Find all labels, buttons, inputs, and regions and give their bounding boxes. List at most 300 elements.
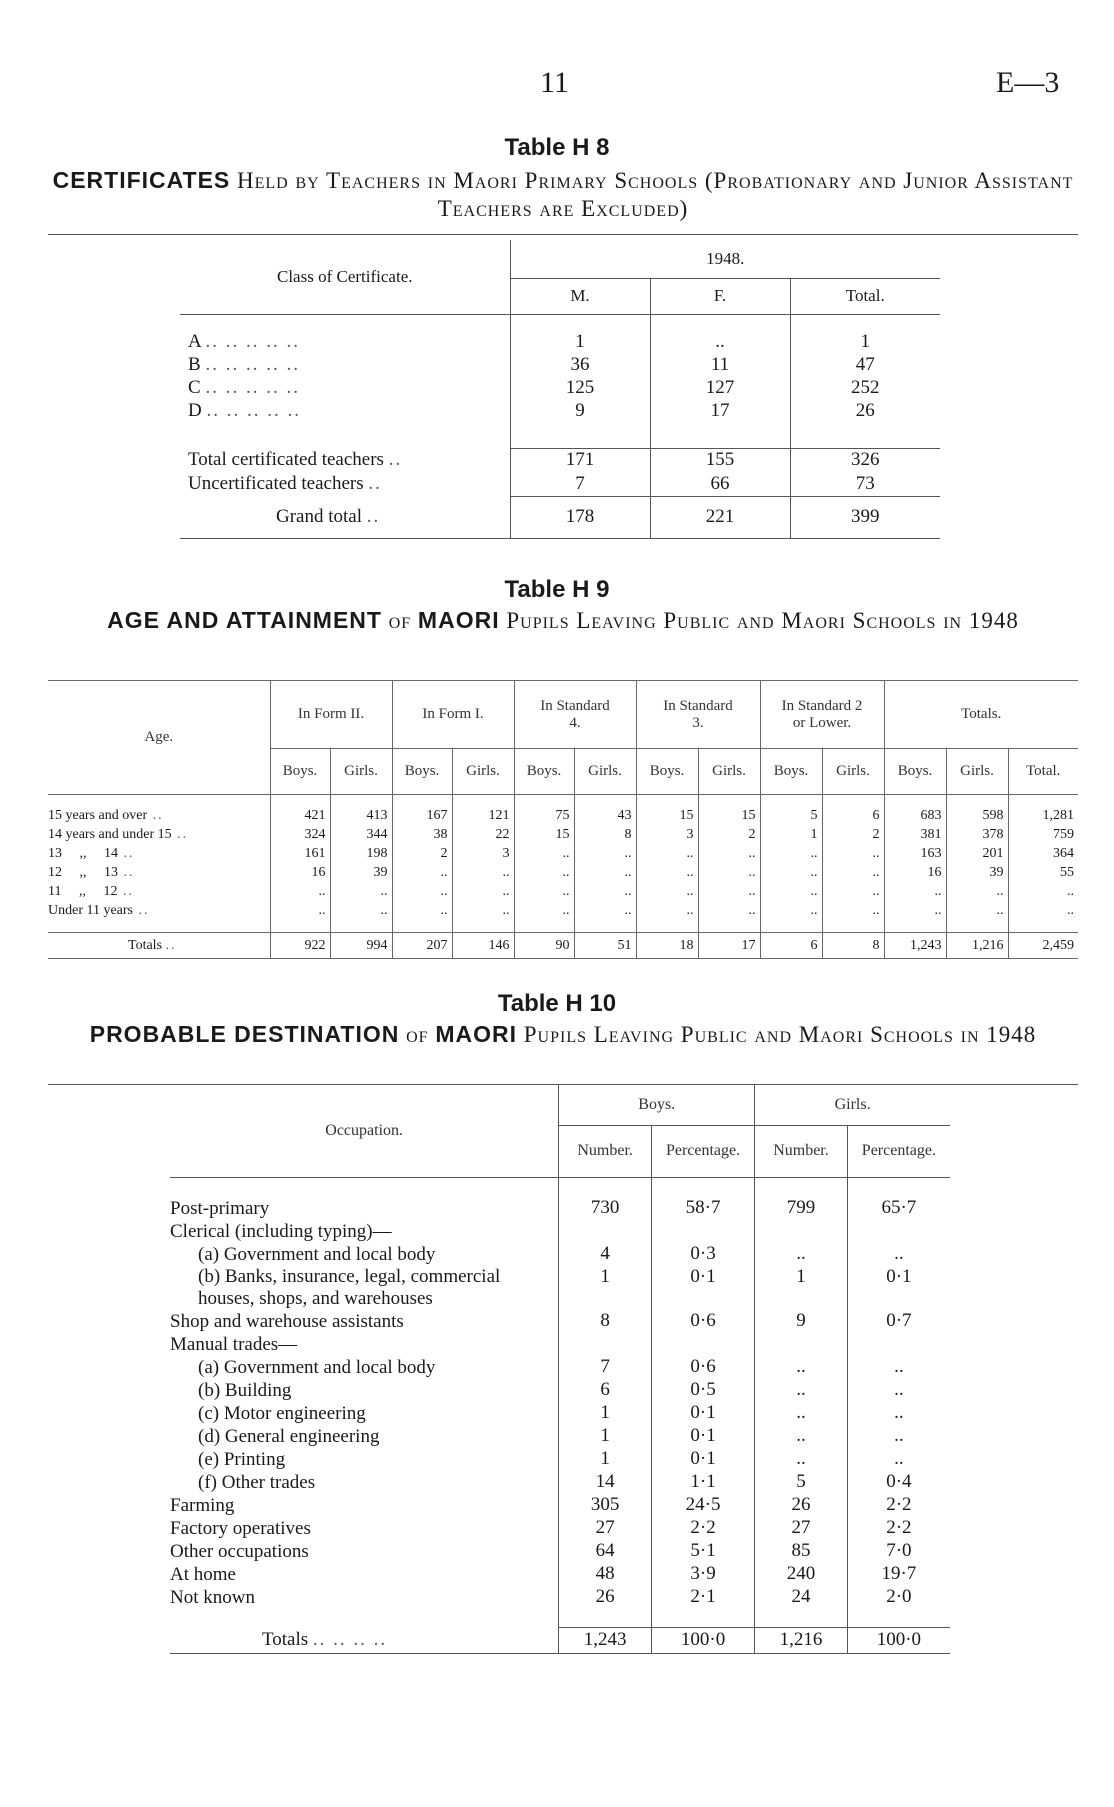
cell-girls-percentage: 2·0: [847, 1586, 950, 1609]
cell-boys-percentage: 0·5: [651, 1379, 754, 1402]
row-label: Not known: [170, 1586, 255, 1608]
col-header-girls: Girls.: [574, 749, 636, 795]
cell-girls-number: 9: [755, 1310, 848, 1333]
table-row: [170, 1197, 950, 1220]
cell-boys-number: 26: [559, 1586, 652, 1609]
cell-boys-percentage: 0·1: [651, 1425, 754, 1448]
cell-girls-number: 85: [755, 1540, 848, 1563]
cell: ..: [822, 902, 884, 921]
table-row: 12 ,, 13 .. 16 39 .. .. .. .. .. .. .. .. 16 39 55: [48, 864, 1078, 883]
cell: ..: [760, 883, 822, 902]
table-row: [170, 1379, 950, 1402]
table-h8: [180, 240, 940, 539]
cell: 3: [636, 826, 698, 845]
table-row-totals: Totals .. .. .. .. 1,243 100·0 1,216 100·0: [170, 1627, 950, 1653]
cell: 39: [946, 864, 1008, 883]
cell: ..: [698, 864, 760, 883]
cell: 90: [514, 933, 574, 959]
table-h9-subtitle: [48, 606, 1078, 635]
page-reference: E—3: [996, 66, 1060, 99]
cell-girls-number: 799: [755, 1197, 848, 1220]
col-header-girls: Girls.: [330, 749, 392, 795]
cell: 421: [270, 807, 330, 826]
table-h10: [170, 1085, 950, 1654]
cell: 683: [884, 807, 946, 826]
table-h9-label: Table H 9: [504, 576, 610, 603]
cell-boys-number: 14: [559, 1471, 652, 1494]
cell: ..: [330, 883, 392, 902]
cell-f: 11: [650, 353, 790, 376]
cell: 1,216: [946, 933, 1008, 959]
cell: ..: [760, 902, 822, 921]
table-h10-subtitle-b: of: [406, 1022, 429, 1047]
cell-total: 326: [790, 448, 940, 472]
cell: ..: [636, 902, 698, 921]
cell-girls-percentage: ..: [847, 1425, 950, 1448]
table-h9: [48, 680, 1078, 959]
table-h8-subtitle-rest: Held by Teachers in Maori Primary Schools (Probationary and Junior Assistant Teachers are Excluded): [237, 168, 1074, 221]
cell: ..: [514, 845, 574, 864]
cell-boys-percentage: 5·1: [651, 1540, 754, 1563]
cell-boys-percentage: [651, 1220, 754, 1243]
cell: ..: [884, 883, 946, 902]
cell-girls-number: 27: [755, 1517, 848, 1540]
cell: 15: [698, 807, 760, 826]
cell-girls-number: ..: [755, 1243, 848, 1266]
cell-girls-percentage: 2·2: [847, 1517, 950, 1540]
cell: 1,281: [1008, 807, 1078, 826]
cell: 994: [330, 933, 392, 959]
cell: ..: [636, 883, 698, 902]
cell: ..: [330, 902, 392, 921]
cell-boys-number: 48: [559, 1563, 652, 1586]
cell-girls-percentage: 19·7: [847, 1563, 950, 1586]
table-row: [170, 1494, 950, 1517]
cell: 18: [636, 933, 698, 959]
row-label: 11 ,, 12: [48, 884, 118, 899]
cell-boys-number: 1,243: [559, 1627, 652, 1653]
cell: ..: [514, 902, 574, 921]
cell-girls-percentage: ..: [847, 1379, 950, 1402]
cell-girls-percentage: 0·1: [847, 1266, 950, 1310]
table-row: [170, 1356, 950, 1379]
cell-girls-percentage: ..: [847, 1243, 950, 1266]
table-row: Grand total .. 178 221 399: [180, 496, 940, 538]
row-label: 14 years and under 15: [48, 827, 172, 842]
row-label: Farming: [170, 1494, 235, 1516]
table-h10-subtitle-c: MAORI: [435, 1021, 517, 1047]
cell: ..: [270, 883, 330, 902]
cell-girls-percentage: 65·7: [847, 1197, 950, 1220]
table-row: 14 years and under 15 .. 324 344 38 22 15 8 3 2 1 2 381 378 759: [48, 826, 1078, 845]
cell: ..: [270, 902, 330, 921]
cell-boys-percentage: 2·2: [651, 1517, 754, 1540]
row-label: Clerical (including typing)—: [170, 1220, 392, 1242]
cell: 381: [884, 826, 946, 845]
table-row: 15 years and over .. 421 413 167 121 75 43 15 15 5 6 683 598 1,281: [48, 807, 1078, 826]
cell: 6: [822, 807, 884, 826]
table-row: C .. .. .. .. .. 125 127 252: [180, 376, 940, 399]
cell-girls-number: 26: [755, 1494, 848, 1517]
row-label: 15 years and over: [48, 808, 148, 823]
cell-total: 26: [790, 399, 940, 422]
cell-girls-percentage: [847, 1220, 950, 1243]
cell: 16: [884, 864, 946, 883]
cell: ..: [452, 864, 514, 883]
col-header-age: Age.: [48, 681, 270, 795]
table-row: 11 ,, 12 .. .. .. .. .. .. .. .. .. .. .. .. .. ..: [48, 883, 1078, 902]
cell: 43: [574, 807, 636, 826]
cell: 598: [946, 807, 1008, 826]
cell-girls-number: ..: [755, 1379, 848, 1402]
cell-girls-percentage: 2·2: [847, 1494, 950, 1517]
cell-m: 171: [510, 448, 650, 472]
row-label: Factory operatives: [170, 1517, 311, 1539]
cell-total: 1: [790, 330, 940, 353]
cell: ..: [698, 845, 760, 864]
cell-boys-number: 1: [559, 1425, 652, 1448]
cell: 2: [698, 826, 760, 845]
cell-girls-number: ..: [755, 1448, 848, 1471]
cell: 146: [452, 933, 514, 959]
cell: ..: [574, 864, 636, 883]
row-label: Totals: [128, 937, 163, 953]
table-row: [170, 1517, 950, 1540]
table-h8-subtitle-lead: CERTIFICATES: [52, 167, 231, 193]
cell: ..: [760, 845, 822, 864]
row-label: D: [188, 399, 202, 421]
cell: 8: [574, 826, 636, 845]
cell-boys-number: 64: [559, 1540, 652, 1563]
row-label: B: [188, 353, 201, 375]
cell-boys-percentage: 100·0: [651, 1627, 754, 1653]
col-header-group: In Standard 2 or Lower.: [760, 681, 884, 749]
col-header-girls: Girls.: [946, 749, 1008, 795]
col-header-boys: Boys.: [559, 1085, 755, 1125]
cell: 167: [392, 807, 452, 826]
cell-boys-number: 1: [559, 1448, 652, 1471]
col-header-percentage: Percentage.: [847, 1125, 950, 1177]
table-row: [170, 1333, 950, 1356]
cell-f: 127: [650, 376, 790, 399]
cell: 6: [760, 933, 822, 959]
cell-m: 125: [510, 376, 650, 399]
cell: 413: [330, 807, 392, 826]
col-header-m: M.: [510, 278, 650, 314]
table-row: A .. .. .. .. .. 1 .. 1: [180, 330, 940, 353]
cell-boys-percentage: 0·1: [651, 1402, 754, 1425]
cell-m: 178: [510, 496, 650, 538]
cell: ..: [698, 902, 760, 921]
cell-boys-number: 27: [559, 1517, 652, 1540]
col-header-boys: Boys.: [884, 749, 946, 795]
cell-girls-percentage: ..: [847, 1448, 950, 1471]
cell: 39: [330, 864, 392, 883]
col-header-group: Totals.: [884, 681, 1078, 749]
cell-boys-number: 730: [559, 1197, 652, 1220]
row-label: (a) Government and local body: [198, 1356, 436, 1378]
row-label: 13 ,, 14: [48, 846, 118, 861]
table-h8-subtitle: [48, 166, 1078, 223]
cell-boys-percentage: 58·7: [651, 1197, 754, 1220]
cell-m: 1: [510, 330, 650, 353]
cell: 2,459: [1008, 933, 1078, 959]
cell-m: 9: [510, 399, 650, 422]
cell: 759: [1008, 826, 1078, 845]
col-header-number: Number.: [755, 1125, 848, 1177]
cell-girls-number: ..: [755, 1402, 848, 1425]
table-h10-subtitle-d: Pupils Leaving Public and Maori Schools in 1948: [523, 1022, 1037, 1047]
cell-boys-number: [559, 1220, 652, 1243]
cell: 324: [270, 826, 330, 845]
cell: 2: [822, 826, 884, 845]
table-h9-subtitle-b: of: [388, 608, 412, 633]
cell: ..: [760, 864, 822, 883]
table-h8-label: Table H 8: [504, 134, 610, 161]
cell: 55: [1008, 864, 1078, 883]
table-h9-subtitle-d: Pupils Leaving Public and Maori Schools in 1948: [506, 608, 1019, 633]
cell: 15: [514, 826, 574, 845]
cell: 8: [822, 933, 884, 959]
cell-boys-number: 4: [559, 1243, 652, 1266]
cell-boys-percentage: 3·9: [651, 1563, 754, 1586]
cell-girls-number: [755, 1220, 848, 1243]
col-header-total: Total.: [1008, 749, 1078, 795]
cell-boys-percentage: 1·1: [651, 1471, 754, 1494]
cell-girls-percentage: 0·7: [847, 1310, 950, 1333]
cell: 922: [270, 933, 330, 959]
cell: 3: [452, 845, 514, 864]
col-header-boys: Boys.: [392, 749, 452, 795]
cell: ..: [698, 883, 760, 902]
row-label: (b) Banks, insurance, legal, commercial houses, shops, and warehouses: [198, 1266, 501, 1309]
cell-boys-number: 1: [559, 1402, 652, 1425]
cell-boys-percentage: 0·6: [651, 1356, 754, 1379]
cell-boys-percentage: 0·1: [651, 1448, 754, 1471]
row-label: Shop and warehouse assistants: [170, 1310, 404, 1332]
col-header-class: Class of Certificate.: [180, 240, 510, 314]
cell: 163: [884, 845, 946, 864]
cell: ..: [822, 864, 884, 883]
cell-total: 252: [790, 376, 940, 399]
row-label: 12 ,, 13: [48, 865, 118, 880]
cell-girls-number: 24: [755, 1586, 848, 1609]
row-label: (d) General engineering: [198, 1425, 380, 1447]
cell: ..: [636, 845, 698, 864]
cell-boys-number: [559, 1333, 652, 1356]
cell-girls-number: 5: [755, 1471, 848, 1494]
cell-girls-number: ..: [755, 1356, 848, 1379]
cell: ..: [822, 845, 884, 864]
cell-f: 17: [650, 399, 790, 422]
table-row: [170, 1586, 950, 1609]
cell: 75: [514, 807, 574, 826]
cell-boys-percentage: 0·6: [651, 1310, 754, 1333]
col-header-boys: Boys.: [270, 749, 330, 795]
row-label: (a) Government and local body: [198, 1243, 436, 1265]
col-header-group: In Form II.: [270, 681, 392, 749]
col-header-number: Number.: [559, 1125, 652, 1177]
cell-f: 155: [650, 448, 790, 472]
col-header-f: F.: [650, 278, 790, 314]
row-label: (c) Motor engineering: [198, 1402, 366, 1424]
cell: ..: [574, 845, 636, 864]
table-row: B .. .. .. .. .. 36 11 47: [180, 353, 940, 376]
row-label: Totals: [262, 1628, 309, 1650]
cell-m: 36: [510, 353, 650, 376]
cell: 22: [452, 826, 514, 845]
cell-f: 66: [650, 472, 790, 496]
cell-boys-percentage: 0·3: [651, 1243, 754, 1266]
page-number: 11: [540, 66, 569, 99]
cell: 161: [270, 845, 330, 864]
cell: 15: [636, 807, 698, 826]
row-label: (e) Printing: [198, 1448, 286, 1470]
cell-girls-number: [755, 1333, 848, 1356]
table-row: Under 11 years .. .. .. .. .. .. .. .. .. .. .. .. .. ..: [48, 902, 1078, 921]
table-row: D .. .. .. .. .. 9 17 26: [180, 399, 940, 422]
cell-f: ..: [650, 330, 790, 353]
cell: ..: [822, 883, 884, 902]
cell: 16: [270, 864, 330, 883]
cell-girls-number: ..: [755, 1425, 848, 1448]
col-header-percentage: Percentage.: [651, 1125, 754, 1177]
table-h10-subtitle: [48, 1020, 1078, 1049]
col-header-boys: Boys.: [760, 749, 822, 795]
table-row: [170, 1402, 950, 1425]
cell-boys-number: 8: [559, 1310, 652, 1333]
cell-girls-percentage: [847, 1333, 950, 1356]
cell: ..: [884, 902, 946, 921]
cell-boys-number: 7: [559, 1356, 652, 1379]
row-label: A: [188, 330, 201, 352]
cell-boys-number: 6: [559, 1379, 652, 1402]
table-h9-subtitle-a: AGE AND ATTAINMENT: [107, 607, 382, 633]
row-label: Under 11 years: [48, 903, 134, 918]
cell-f: 221: [650, 496, 790, 538]
table-row: [170, 1220, 950, 1243]
cell: 1: [760, 826, 822, 845]
col-header-boys: Boys.: [514, 749, 574, 795]
table-row: [170, 1310, 950, 1333]
col-header-total: Total.: [790, 278, 940, 314]
row-label: Post-primary: [170, 1197, 270, 1219]
cell-boys-percentage: 2·1: [651, 1586, 754, 1609]
cell-girls-percentage: 100·0: [847, 1627, 950, 1653]
cell: 38: [392, 826, 452, 845]
row-label: Total certificated teachers: [188, 449, 384, 470]
col-header-group: In Standard 3.: [636, 681, 760, 749]
cell: ..: [946, 902, 1008, 921]
cell-girls-number: 1: [755, 1266, 848, 1310]
cell: ..: [452, 883, 514, 902]
cell-girls-percentage: 7·0: [847, 1540, 950, 1563]
cell-girls-percentage: ..: [847, 1402, 950, 1425]
cell-boys-number: 1: [559, 1266, 652, 1310]
table-row: 13 ,, 14 .. 161 198 2 3 .. .. .. .. .. .. 163 201 364: [48, 845, 1078, 864]
cell-boys-percentage: 0·1: [651, 1266, 754, 1310]
row-label: Manual trades—: [170, 1333, 298, 1355]
cell: ..: [1008, 883, 1078, 902]
cell: ..: [946, 883, 1008, 902]
cell: 2: [392, 845, 452, 864]
col-header-occupation: Occupation.: [170, 1085, 559, 1177]
row-label: (f) Other trades: [198, 1471, 316, 1493]
cell: 364: [1008, 845, 1078, 864]
cell-total: 399: [790, 496, 940, 538]
cell-boys-percentage: [651, 1333, 754, 1356]
cell: 121: [452, 807, 514, 826]
cell: ..: [392, 902, 452, 921]
table-row-totals: Totals .. 922 994 207 146 90 51 18 17 6 8 1,243 1,216 2,459: [48, 933, 1078, 959]
cell: 201: [946, 845, 1008, 864]
col-header-group: In Standard 4.: [514, 681, 636, 749]
table-row: Uncertificated teachers .. 7 66 73: [180, 472, 940, 496]
row-label: Other occupations: [170, 1540, 309, 1562]
table-row: [170, 1540, 950, 1563]
cell: 1,243: [884, 933, 946, 959]
table-h10-label: Table H 10: [497, 990, 617, 1017]
cell: ..: [636, 864, 698, 883]
col-header-girls: Girls.: [452, 749, 514, 795]
cell: ..: [574, 883, 636, 902]
row-label: Grand total: [276, 505, 363, 527]
cell-boys-number: 305: [559, 1494, 652, 1517]
divider: [48, 234, 1078, 235]
col-header-boys: Boys.: [636, 749, 698, 795]
table-h9-subtitle-c: MAORI: [417, 607, 500, 633]
cell-total: 47: [790, 353, 940, 376]
cell: 378: [946, 826, 1008, 845]
cell: 344: [330, 826, 392, 845]
cell: 207: [392, 933, 452, 959]
cell-girls-percentage: ..: [847, 1356, 950, 1379]
cell: ..: [392, 864, 452, 883]
cell: ..: [452, 902, 514, 921]
table-row: [170, 1471, 950, 1494]
col-header-year: 1948.: [510, 240, 940, 278]
col-header-girls: Girls.: [698, 749, 760, 795]
table-row: [170, 1266, 950, 1310]
row-label: At home: [170, 1563, 236, 1585]
cell: ..: [392, 883, 452, 902]
cell-girls-percentage: 0·4: [847, 1471, 950, 1494]
cell: ..: [514, 864, 574, 883]
cell: 198: [330, 845, 392, 864]
table-h10-subtitle-a: PROBABLE DESTINATION: [89, 1021, 400, 1047]
col-header-girls: Girls.: [822, 749, 884, 795]
cell-m: 7: [510, 472, 650, 496]
cell-total: 73: [790, 472, 940, 496]
row-label: Uncertificated teachers: [188, 473, 364, 494]
row-label: C: [188, 376, 201, 398]
cell: ..: [1008, 902, 1078, 921]
cell-girls-number: 240: [755, 1563, 848, 1586]
cell-boys-percentage: 24·5: [651, 1494, 754, 1517]
cell: 5: [760, 807, 822, 826]
col-header-girls: Girls.: [755, 1085, 950, 1125]
cell-girls-number: 1,216: [755, 1627, 848, 1653]
table-row: [170, 1243, 950, 1266]
cell: 51: [574, 933, 636, 959]
cell: 17: [698, 933, 760, 959]
col-header-group: In Form I.: [392, 681, 514, 749]
table-row: Total certificated teachers .. 171 155 326: [180, 448, 940, 472]
table-row: [170, 1448, 950, 1471]
cell: ..: [574, 902, 636, 921]
cell: ..: [514, 883, 574, 902]
table-row: [170, 1563, 950, 1586]
